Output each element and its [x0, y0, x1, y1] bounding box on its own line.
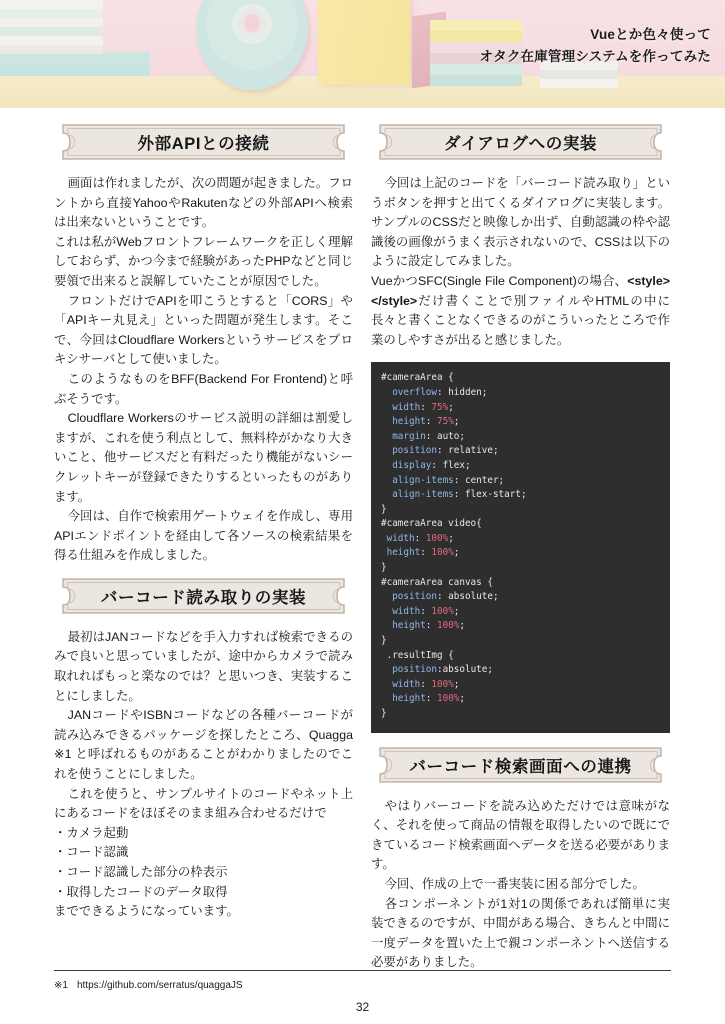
code-token [381, 664, 392, 675]
code-token: overflow [392, 386, 437, 398]
code-token: : absolute; [436, 591, 499, 603]
code-token: : [420, 547, 432, 559]
code-token: margin [392, 430, 426, 442]
paragraph-part1: VueかつSFC(Single File Component)の場合、 [371, 273, 628, 288]
code-token: 100% [431, 605, 454, 617]
code-token: ; [453, 547, 460, 559]
code-token [381, 402, 392, 413]
code-token [381, 387, 392, 398]
paragraph: これは私がWebフロントフレームワークを正しく理解しておらず、かつ今まで経験があったPHPなどと同じ要領で出来ると誤解していたことが原因でした。 [54, 234, 353, 288]
paragraph: 今回は上記のコードを「バーコード読み取り」というボタンを押すと出てくるダイアログに実装します。サンプルのCSSだと映像しか出ず、自動認識の枠や認識後の画像がうまく表示されないので、CSSは以下のように設定してみました。 [371, 176, 670, 269]
code-token: ; [453, 416, 460, 428]
banner-title [479, 24, 711, 68]
code-token: position [392, 445, 437, 457]
code-token: : flex; [431, 459, 471, 471]
code-token [381, 693, 392, 704]
code-token: 100% [431, 678, 454, 690]
css-code-block [371, 362, 670, 732]
left-column [54, 124, 353, 985]
code-token: } [381, 708, 387, 719]
code-token: : [425, 620, 437, 632]
code-token: height [392, 620, 426, 632]
section-heading-external-api [54, 124, 353, 160]
paragraph: 今回は、自作で検索用ゲートウェイを作成し、専用APIエンドポイントを経由して各ソースの検索結果を得る仕組みを作成しました。 [54, 509, 353, 563]
paragraph-part2: だけ書くことで別ファイルやHTMLの中に長々と書くことなくできるのがこういったところで作業のしやすさが出ると感じました。 [371, 293, 670, 347]
code-token: ; [448, 401, 454, 413]
code-token: ; [459, 693, 465, 705]
code-token: position [392, 591, 437, 603]
right-section1-body [371, 174, 670, 350]
section-heading-barcode-reading [54, 578, 353, 614]
code-token: 75% [437, 416, 454, 428]
right-column [371, 124, 670, 985]
code-token: : [420, 678, 432, 690]
section-heading-dialog-impl [371, 124, 670, 160]
code-token: align-items [392, 489, 454, 501]
cd-disc-hole [239, 9, 265, 37]
code-token: ; [453, 678, 460, 690]
code-token: 100% [437, 620, 460, 632]
feature-list [54, 824, 353, 902]
section-heading-barcode-search-link [371, 747, 670, 783]
section-heading-label: バーコード読み取りの実装 [100, 588, 307, 607]
code-token: : auto; [425, 430, 465, 442]
section-heading-label: バーコード検索画面への連携 [409, 757, 632, 776]
code-token: : [420, 605, 432, 617]
code-token: .resultImg { [381, 649, 454, 661]
code-token: } [381, 503, 387, 515]
code-token: #cameraArea video{ [381, 518, 482, 530]
paragraph: JANコードやISBNコードなどの各種バーコードが読み込みできるパッケージを探したところ、Quagga ※1 と呼ばれるものがあることがわかりましたのでこれを使うことにしました。 [54, 708, 353, 782]
code-token: display [392, 459, 432, 471]
code-token [381, 445, 392, 456]
paragraph: フロントだけでAPIを叩こうとすると「CORS」や「APIキー丸見え」といった問題が発生します。そこで、今回はCloudflare Workersというサービスをプロキシサーバとして使いました。 [54, 293, 353, 367]
paragraph: 最初はJANコードなどを手入力すれば検索できるのみで良いと思っていましたが、途中からカメラで読み取れればもっと楽なのでは？と思いつき、実装することにしました。 [54, 629, 353, 703]
section-heading-label: ダイアログへの実装 [443, 135, 598, 153]
code-token [381, 475, 392, 486]
code-token: 100% [431, 547, 454, 559]
paragraph: やはりバーコードを読み込めただけでは意味がなく、それを使って商品の情報を取得したいので既にできているコード検索画面へデータを送る必要があります。 [371, 798, 670, 872]
code-token: : hidden; [436, 386, 488, 398]
left-section1-body [54, 174, 353, 566]
right-section2-body [371, 797, 670, 973]
code-token: } [381, 562, 387, 574]
code-token: width [392, 605, 421, 617]
page-number: 32 [355, 1000, 370, 1014]
code-token: : [425, 693, 437, 705]
code-token: : [425, 416, 437, 428]
header-banner [0, 0, 725, 108]
code-token [381, 679, 392, 690]
paragraph: Cloudflare Workersのサービス説明の詳細は割愛しますが、これを使う利点として、無料枠がかなり大きいこと、他サービスだと有料だったり機能がないシークレットキーが登録できたりするといったものがあります。 [54, 411, 353, 504]
paragraph: までできるようになっています。 [54, 904, 239, 919]
code-token: 75% [431, 401, 449, 413]
two-column-layout [54, 124, 671, 985]
page-footer [54, 970, 671, 1014]
banner-title-line1: Vueとか色々使って [590, 27, 711, 42]
paragraph: 各コンポーネントが1対1の関係であれば簡単に実装できるのですが、中間がある場合、きちんと中間に一度データを置いた上で親コンポーネントへ送信する必要がありました。 [371, 896, 670, 970]
footer-divider [54, 970, 671, 971]
left-section2-body [54, 628, 353, 922]
code-token: #cameraArea { [381, 372, 454, 384]
code-token: 100% [425, 532, 449, 544]
list-item: ・コード認識した部分の枠表示 [54, 865, 228, 879]
code-token: position [392, 664, 437, 676]
paragraph-with-inline-code [371, 272, 670, 350]
section-heading-label: 外部APIとの接続 [137, 135, 270, 153]
code-token [381, 460, 392, 471]
code-token: align-items [392, 474, 454, 486]
code-token: ; [453, 605, 460, 617]
code-token: : center; [453, 474, 505, 486]
paragraph: 今回、作成の上で一番実装に困る部分でした。 [384, 876, 645, 891]
code-token [381, 620, 392, 631]
code-token [381, 489, 392, 500]
paragraph: 画面は作れましたが、次の問題が起きました。フロントから直接YahooやRakutenなどの外部APIへ検索は出来ないということです。 [54, 176, 353, 230]
code-token: : [420, 401, 432, 413]
footnote-marker: ※1 [54, 980, 68, 991]
code-token: width [392, 401, 421, 413]
list-item: ・カメラ起動 [54, 825, 129, 840]
code-token: ; [459, 620, 465, 632]
paragraph: これを使うと、サンプルサイトのコードやネット上にあるコードをほぼそのまま組み合わせるだけで [54, 786, 353, 821]
code-token: 100% [437, 693, 460, 705]
paragraph: このようなものをBFF(Backend For Frontend)と呼ぶそうです。 [54, 371, 353, 406]
banner-title-line2: オタク在庫管理システムを作ってみた [479, 49, 711, 64]
code-token: : relative; [436, 445, 499, 457]
code-token: : [414, 532, 426, 544]
code-token: height [386, 547, 421, 559]
code-token: ; [448, 532, 454, 544]
code-token [381, 606, 392, 617]
code-token: #cameraArea canvas { [381, 576, 493, 588]
code-token: height [392, 693, 426, 705]
code-token: height [392, 416, 426, 428]
code-token: :absolute; [436, 664, 493, 676]
code-token [381, 416, 392, 427]
list-item: ・コード認識 [54, 845, 129, 860]
page-content [0, 108, 725, 1024]
code-content [381, 372, 527, 719]
code-token: width [392, 678, 421, 690]
yellow-book-illustration [318, 0, 410, 84]
code-token: width [386, 532, 415, 544]
code-token: } [381, 635, 387, 647]
list-item: ・取得したコードのデータ取得 [54, 884, 228, 899]
footnote [54, 978, 671, 993]
code-token [381, 591, 392, 602]
code-token: : flex-start; [453, 489, 527, 501]
inline-code-style-tag: <style></style> [371, 273, 670, 308]
code-token [381, 431, 392, 442]
footnote-url[interactable]: https://github.com/serratus/quaggaJS [76, 980, 243, 991]
